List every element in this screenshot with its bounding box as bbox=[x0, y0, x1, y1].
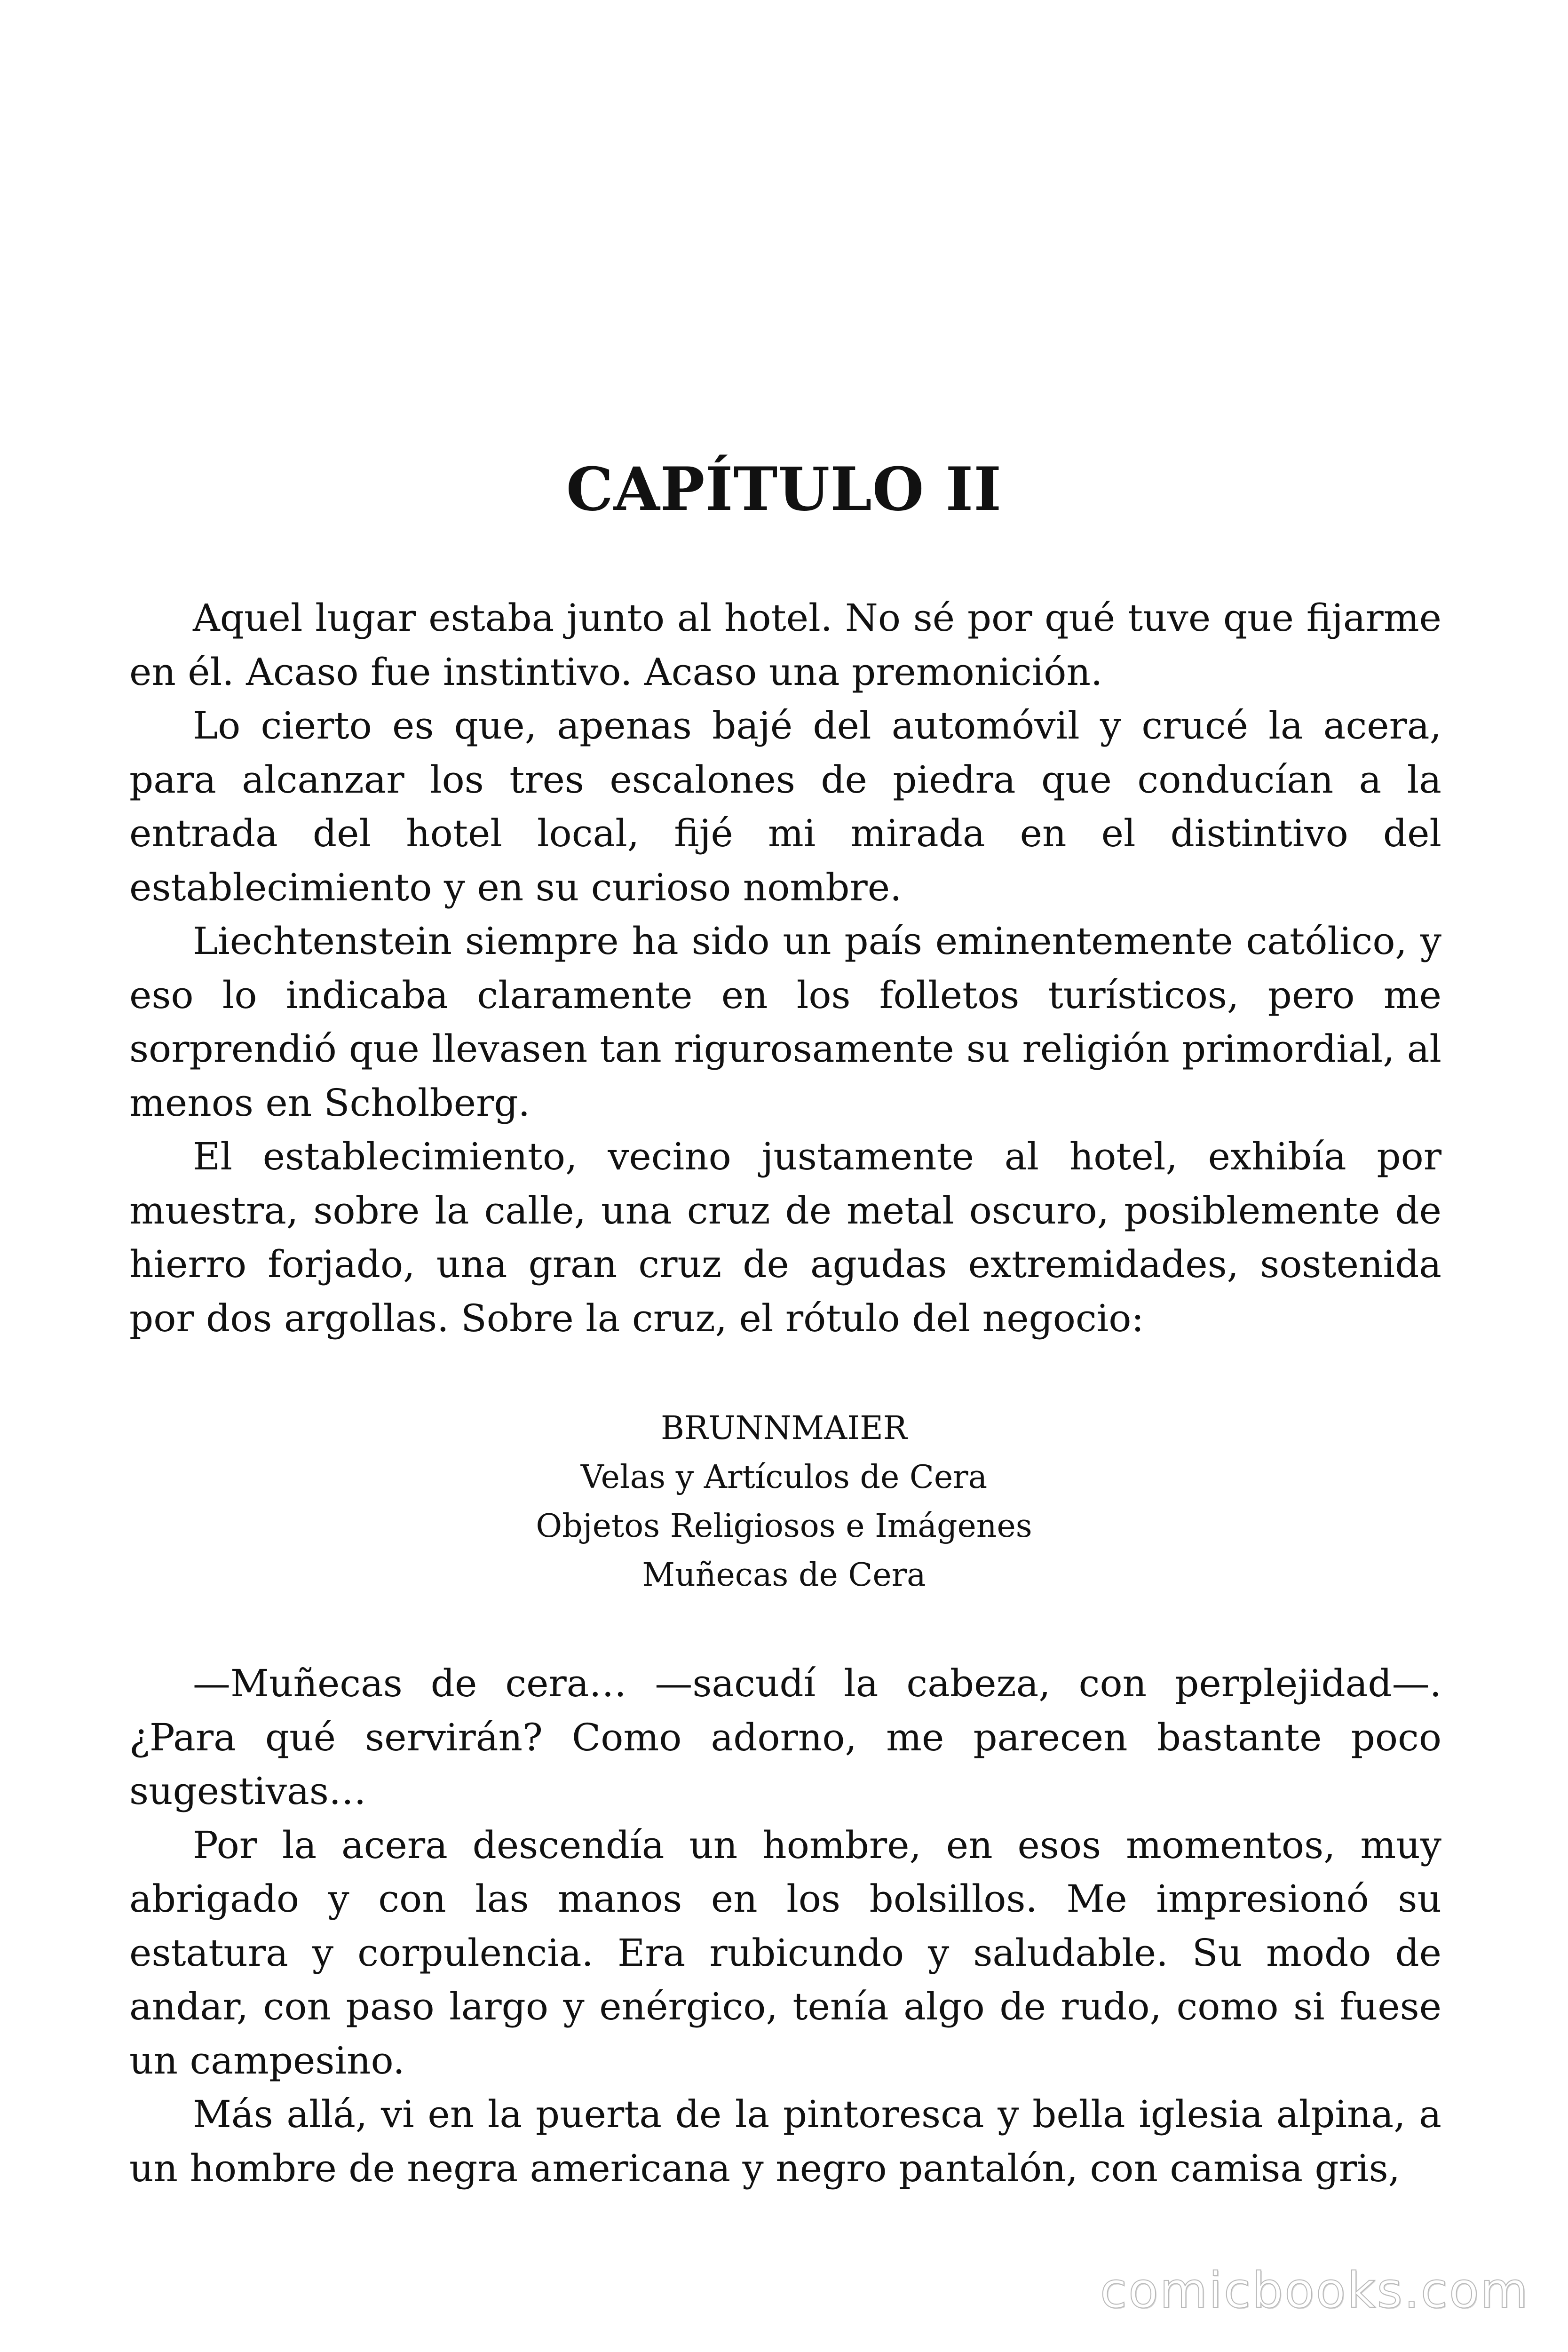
sign-line: Objetos Religiosos e Imágenes bbox=[536, 1508, 1032, 1545]
text-block-after-sign bbox=[129, 1657, 1441, 2195]
paragraph: Por la acera descendía un hombre, en esos momentos, muy abrigado y con las manos en los bolsillos. Me impresionó su estatura y corpulencia. Era rubicundo y saludable. Su modo de andar, con paso largo y enérgico, tenía algo de rudo, como si fuese un campesino. bbox=[129, 1823, 1441, 2082]
sign-line-shop-name: BRUNNMAIER bbox=[661, 1410, 907, 1447]
paragraph: El establecimiento, vecino justamente al hotel, exhibía por muestra, sobre la calle, una cruz de metal oscuro, posiblemente de hierro forjado, una gran cruz de agudas extremidades, sostenida por dos argollas. Sobre la cruz, el rótulo del negocio: bbox=[129, 1135, 1441, 1340]
text-block-before-sign bbox=[129, 591, 1441, 1345]
paragraph: Aquel lugar estaba junto al hotel. No sé por qué tuve que fijarme en él. Acaso fue instintivo. Acaso una premonición. bbox=[129, 596, 1441, 694]
chapter-title: CAPÍTULO II bbox=[566, 454, 1002, 524]
shop-sign-text bbox=[0, 1404, 1568, 1600]
watermark: comicbooks.com bbox=[1100, 2262, 1529, 2319]
paragraph: —Muñecas de cera… —sacudí la cabeza, con perplejidad—. ¿Para qué servirán? Como adorno, me parecen bastante poco sugestivas… bbox=[129, 1661, 1441, 1813]
sign-line: Muñecas de Cera bbox=[642, 1557, 926, 1594]
sign-line: Velas y Artículos de Cera bbox=[580, 1459, 988, 1496]
paragraph: Lo cierto es que, apenas bajé del automóvil y crucé la acera, para alcanzar los tres escalones de piedra que conducían a la entrada del hotel local, fijé mi mirada en el distintivo del establecimiento y en su curioso nombre. bbox=[129, 704, 1441, 909]
paragraph: Liechtenstein siempre ha sido un país eminentemente católico, y eso lo indicaba claramente en los folletos turísticos, pero me sorprendió que llevasen tan rigurosamente su religión primordial, al menos en Scholberg. bbox=[129, 919, 1441, 1125]
paragraph: Más allá, vi en la puerta de la pintoresca y bella iglesia alpina, a un hombre de negra americana y negro pantalón, con camisa gris, bbox=[129, 2092, 1441, 2190]
